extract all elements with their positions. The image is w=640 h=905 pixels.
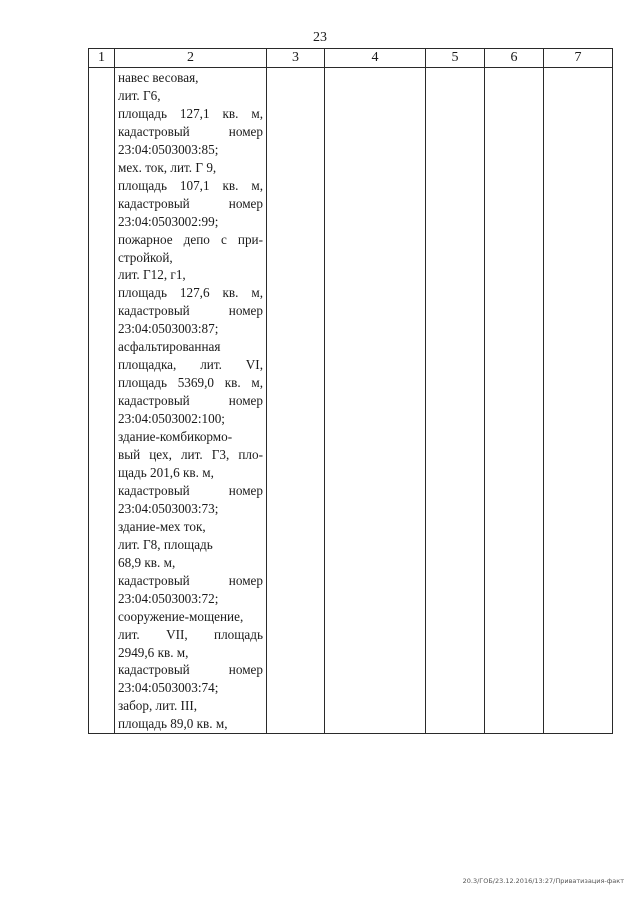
property-description [115, 68, 266, 733]
text-line: здание-комбикормо- [118, 429, 233, 445]
text-line: пожарное депо с при- [118, 231, 263, 247]
text-line: лит. Г8, площадь [118, 536, 213, 552]
text-line: 2949,6 кв. м, [118, 644, 189, 660]
text-line: 23:04:0503003:87; [118, 321, 219, 337]
cell-col-7 [544, 68, 613, 734]
text-line: кадастровый номер [118, 123, 263, 139]
table-header-row [89, 49, 613, 68]
text-line: кадастровый номер [118, 662, 263, 678]
text-line: площадь 107,1 кв. м, [118, 177, 263, 193]
text-line: площадь 89,0 кв. м, [118, 716, 228, 732]
column-header-3: 3 [267, 49, 325, 68]
text-line: 23:04:0503002:100; [118, 411, 225, 427]
cell-col-6 [485, 68, 544, 734]
text-line: лит. Г12, г1, [118, 267, 186, 283]
text-line: стройкой, [118, 249, 173, 265]
text-line: навес весовая, [118, 70, 199, 85]
column-header-6: 6 [485, 49, 544, 68]
footer-stamp: 20.3/ГОБ/23.12.2016/13:27/Приватизация-факт [462, 877, 624, 885]
cell-col-4 [325, 68, 426, 734]
column-header-5: 5 [426, 49, 485, 68]
cell-col-2 [115, 68, 267, 734]
text-line: площадь 127,1 кв. м, [118, 105, 263, 121]
text-line: кадастровый номер [118, 482, 263, 498]
text-line: лит. VII, площадь [118, 626, 263, 642]
cell-col-5 [426, 68, 485, 734]
text-line: лит. Г6, [118, 87, 161, 103]
column-header-7: 7 [544, 49, 613, 68]
text-line: сооружение-мощение, [118, 608, 244, 624]
text-line: кадастровый номер [118, 303, 263, 319]
text-line: площадка, лит. VI, [118, 357, 263, 373]
text-line: забор, лит. III, [118, 698, 198, 714]
text-line: площадь 127,6 кв. м, [118, 285, 263, 301]
text-line: кадастровый номер [118, 572, 263, 588]
document-table [88, 48, 613, 734]
text-line: 68,9 кв. м, [118, 554, 176, 570]
text-line: вый цех, лит. Г3, пло- [118, 447, 263, 463]
table-row [89, 68, 613, 734]
text-line: кадастровый номер [118, 393, 263, 409]
text-line: 23:04:0503003:74; [118, 680, 219, 696]
text-line: 23:04:0503003:85; [118, 141, 219, 157]
text-line: 23:04:0503003:73; [118, 500, 219, 516]
text-line: здание-мех ток, [118, 518, 206, 534]
column-header-2: 2 [115, 49, 267, 68]
page-number: 23 [313, 30, 327, 45]
column-header-4: 4 [325, 49, 426, 68]
text-line: кадастровый номер [118, 195, 263, 211]
column-header-1: 1 [89, 49, 115, 68]
text-line: щадь 201,6 кв. м, [118, 464, 214, 480]
cell-col-1 [89, 68, 115, 734]
text-line: 23:04:0503003:72; [118, 590, 219, 606]
cell-col-3 [267, 68, 325, 734]
text-line: асфальтированная [118, 339, 221, 355]
text-line: 23:04:0503002:99; [118, 213, 219, 229]
text-line: мех. ток, лит. Г 9, [118, 159, 217, 175]
text-line: площадь 5369,0 кв. м, [118, 375, 263, 391]
